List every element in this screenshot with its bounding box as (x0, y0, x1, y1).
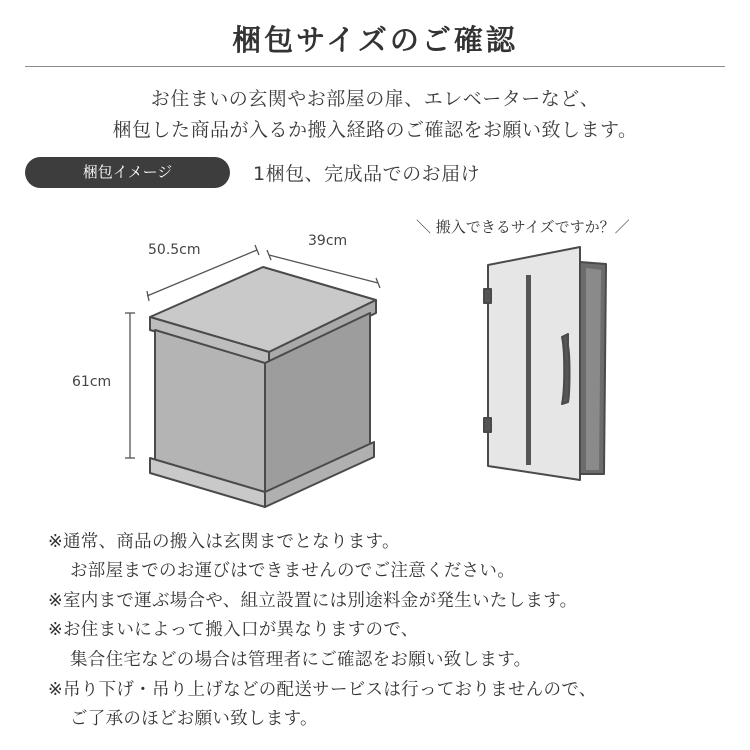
note-line-3: ※室内まで運ぶ場合や、組立設置には別途料金が発生いたします。 (48, 591, 578, 611)
package-image-badge: 梱包イメージ (25, 157, 230, 188)
note-line-4: ※お住まいによって搬入口が異なりますので、 (48, 620, 419, 640)
page-title: 梱包サイズのご確認 (232, 23, 518, 57)
intro-line-2: 梱包した商品が入るか搬入経路のご確認をお願い致します。 (112, 119, 638, 141)
note-line-1: ※通常、商品の搬入は玄関までとなります。 (48, 532, 400, 552)
door-caption: ＼ 搬入できるサイズですか？／ (416, 218, 630, 236)
width-label: 50.5cm (148, 242, 201, 258)
note-line-6: ※吊り下げ・吊り上げなどの配送サービスは行っておりませんので、 (48, 680, 597, 700)
package-summary: 1梱包、完成品でのお届け (253, 163, 481, 185)
note-line-7: ご了承のほどお願い致します。 (70, 709, 318, 729)
depth-label: 39cm (308, 233, 348, 249)
height-label: 61cm (72, 374, 112, 390)
box-shape (150, 267, 376, 507)
door-illustration (484, 247, 606, 480)
note-line-2: お部屋までのお運びはできませんのでご注意ください。 (70, 561, 515, 581)
intro-line-1: お住まいの玄関やお部屋の扉、エレベーターなど、 (150, 88, 600, 110)
height-dimension-line (125, 313, 135, 458)
note-line-5: 集合住宅などの場合は管理者にご確認をお願い致します。 (70, 650, 532, 670)
